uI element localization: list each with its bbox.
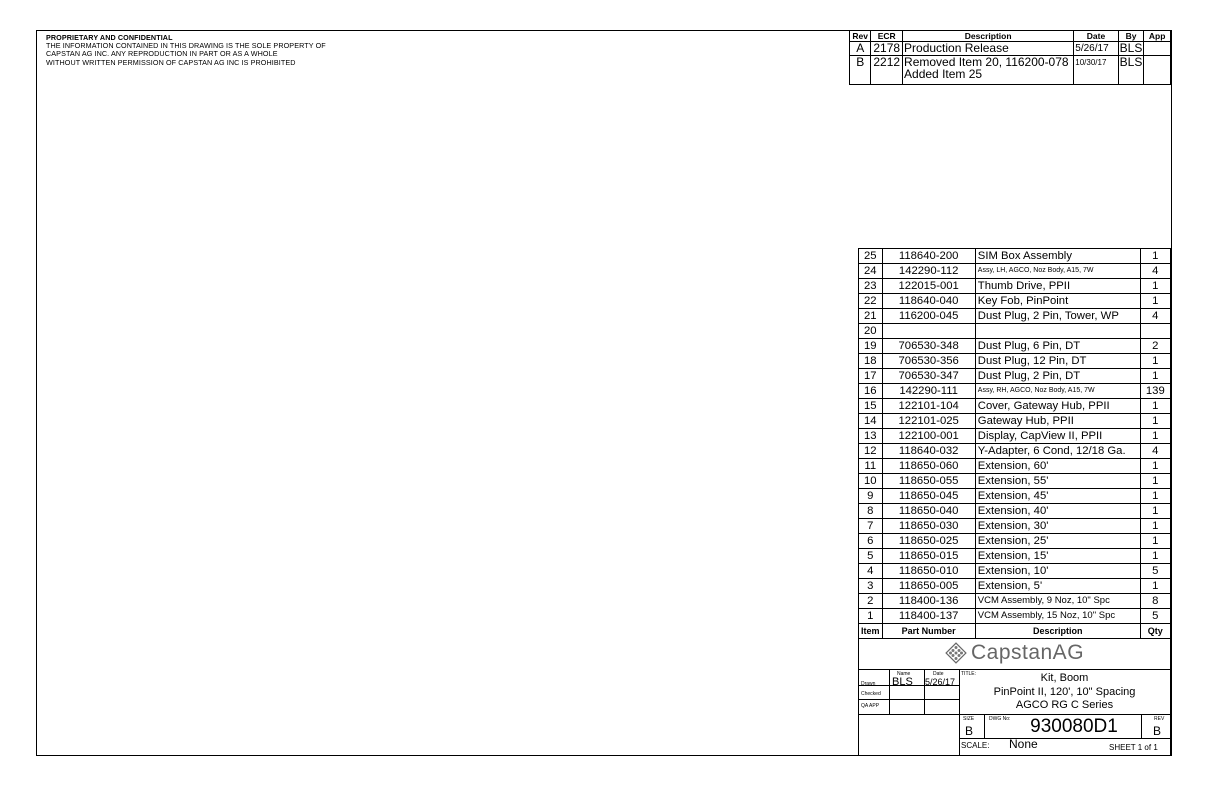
item-number: 3 bbox=[859, 579, 883, 594]
notice-heading: PROPRIETARY AND CONFIDENTIAL bbox=[46, 33, 173, 42]
part-description: Assy, LH, AGCO, Noz Body, A15, 7W bbox=[975, 264, 1140, 279]
name-label: Name bbox=[897, 671, 911, 677]
item-number: 17 bbox=[859, 369, 883, 384]
title-line: PinPoint II, 120', 10" Spacing bbox=[993, 685, 1136, 698]
revision-date: 5/26/17 bbox=[1074, 42, 1118, 56]
item-number: 14 bbox=[859, 414, 883, 429]
part-number: 118640-200 bbox=[882, 249, 975, 264]
part-description: Dust Plug, 12 Pin, DT bbox=[975, 354, 1140, 369]
quantity: 1 bbox=[1140, 579, 1170, 594]
part-number: 118650-005 bbox=[882, 579, 975, 594]
bom-row bbox=[859, 384, 1171, 399]
quantity: 1 bbox=[1140, 489, 1170, 504]
quantity: 1 bbox=[1140, 279, 1170, 294]
proprietary-notice bbox=[46, 34, 466, 67]
part-description: SIM Box Assembly bbox=[975, 249, 1140, 264]
part-description: Extension, 60' bbox=[975, 459, 1140, 474]
company-logo bbox=[859, 637, 1170, 670]
item-header: Item bbox=[859, 624, 883, 639]
bom-row bbox=[859, 309, 1171, 324]
part-description: Extension, 5' bbox=[975, 579, 1140, 594]
bom-row bbox=[859, 324, 1171, 339]
quantity: 139 bbox=[1140, 384, 1170, 399]
quantity: 2 bbox=[1140, 339, 1170, 354]
part-description: Cover, Gateway Hub, PPII bbox=[975, 399, 1140, 414]
quantity bbox=[1140, 324, 1170, 339]
drawing-title bbox=[959, 672, 1170, 713]
rev-label: REV bbox=[1154, 716, 1165, 722]
bom-row bbox=[859, 594, 1171, 609]
bom-row bbox=[859, 474, 1171, 489]
item-number: 24 bbox=[859, 264, 883, 279]
qa-label: QA APP bbox=[861, 703, 880, 709]
part-description: Dust Plug, 2 Pin, DT bbox=[975, 369, 1140, 384]
title-line: AGCO RG C Series bbox=[1015, 699, 1114, 711]
item-number: 13 bbox=[859, 429, 883, 444]
bom-row bbox=[859, 489, 1171, 504]
quantity: 1 bbox=[1140, 504, 1170, 519]
quantity: 1 bbox=[1140, 369, 1170, 384]
quantity: 8 bbox=[1140, 594, 1170, 609]
bom-row bbox=[859, 249, 1171, 264]
item-number: 12 bbox=[859, 444, 883, 459]
quantity: 1 bbox=[1140, 549, 1170, 564]
part-description: Thumb Drive, PPII bbox=[975, 279, 1140, 294]
item-number: 5 bbox=[859, 549, 883, 564]
part-description bbox=[975, 324, 1140, 339]
part-number: 706530-348 bbox=[882, 339, 975, 354]
part-number-header: Part Number bbox=[882, 624, 975, 639]
part-number: 122015-001 bbox=[882, 279, 975, 294]
part-number: 142290-112 bbox=[882, 264, 975, 279]
quantity: 1 bbox=[1140, 399, 1170, 414]
item-number: 15 bbox=[859, 399, 883, 414]
quantity: 5 bbox=[1140, 609, 1170, 624]
bom-row bbox=[859, 549, 1171, 564]
part-description: Extension, 30' bbox=[975, 519, 1140, 534]
part-description: Assy, RH, AGCO, Noz Body, A15, 7W bbox=[975, 384, 1140, 399]
revision-app bbox=[1144, 56, 1171, 85]
part-number: 118650-055 bbox=[882, 474, 975, 489]
bom-row bbox=[859, 399, 1171, 414]
revision-letter: B bbox=[1153, 724, 1162, 738]
bom-row bbox=[859, 504, 1171, 519]
bom-row bbox=[859, 459, 1171, 474]
date-label: Date bbox=[933, 671, 944, 677]
sheet-size: B bbox=[965, 724, 974, 738]
item-number: 25 bbox=[859, 249, 883, 264]
dwg-label: DWG No: bbox=[989, 716, 1011, 722]
rev-letter: B bbox=[850, 56, 871, 85]
drawing-number: 930080D1 bbox=[1030, 716, 1118, 737]
bill-of-materials bbox=[858, 248, 1171, 639]
bom-row bbox=[859, 444, 1171, 459]
revision-row bbox=[850, 42, 1171, 56]
item-number: 20 bbox=[859, 324, 883, 339]
bom-row bbox=[859, 564, 1171, 579]
rev-letter: A bbox=[850, 42, 871, 56]
revision-by: BLS bbox=[1119, 41, 1143, 55]
bom-row bbox=[859, 294, 1171, 309]
drawn-label: Drawn bbox=[861, 681, 876, 687]
part-number: 122101-104 bbox=[882, 399, 975, 414]
bom-row bbox=[859, 429, 1171, 444]
revision-by: BLS bbox=[1118, 56, 1144, 85]
part-number: 118650-015 bbox=[882, 549, 975, 564]
part-number: 118650-010 bbox=[882, 564, 975, 579]
bom-row bbox=[859, 354, 1171, 369]
part-description: Extension, 40' bbox=[975, 504, 1140, 519]
logo-text: CapstanAG bbox=[970, 641, 1085, 664]
rev-header: Rev bbox=[850, 31, 871, 42]
description-header: Description bbox=[903, 31, 1074, 42]
bom-row bbox=[859, 579, 1171, 594]
part-description: VCM Assembly, 15 Noz, 10" Spc bbox=[975, 609, 1140, 624]
revision-description-line: Removed Item 20, 116200-078 bbox=[904, 55, 1069, 69]
item-number: 22 bbox=[859, 294, 883, 309]
part-description: Key Fob, PinPoint bbox=[975, 294, 1140, 309]
title-label: TITLE: bbox=[961, 671, 977, 677]
quantity: 5 bbox=[1140, 564, 1170, 579]
part-number: 118650-060 bbox=[882, 459, 975, 474]
drawn-name: BLS bbox=[892, 676, 913, 688]
ecr-number: 2178 bbox=[871, 42, 903, 56]
ecr-header: ECR bbox=[871, 31, 903, 42]
revision-description bbox=[903, 56, 1074, 85]
part-description: Extension, 15' bbox=[975, 549, 1140, 564]
quantity: 1 bbox=[1140, 249, 1170, 264]
quantity: 1 bbox=[1140, 294, 1170, 309]
part-number: 706530-356 bbox=[882, 354, 975, 369]
bom-row bbox=[859, 369, 1171, 384]
revision-description: Production Release bbox=[903, 42, 1074, 56]
part-number bbox=[882, 324, 975, 339]
part-number: 122101-025 bbox=[882, 414, 975, 429]
bom-row bbox=[859, 414, 1171, 429]
revision-row bbox=[850, 56, 1171, 85]
item-number: 19 bbox=[859, 339, 883, 354]
revision-date: 10/30/17 bbox=[1074, 56, 1118, 85]
title-block bbox=[858, 637, 1171, 756]
part-number: 116200-045 bbox=[882, 309, 975, 324]
item-number: 9 bbox=[859, 489, 883, 504]
part-description: Display, CapView II, PPII bbox=[975, 429, 1140, 444]
quantity: 4 bbox=[1140, 264, 1170, 279]
part-number: 118400-137 bbox=[882, 609, 975, 624]
quantity: 1 bbox=[1140, 354, 1170, 369]
drawn-date: 5/26/17 bbox=[925, 677, 956, 687]
quantity: 4 bbox=[1140, 309, 1170, 324]
ecr-number: 2212 bbox=[871, 56, 903, 85]
item-number: 8 bbox=[859, 504, 883, 519]
capstan-logo-icon bbox=[945, 642, 967, 664]
item-number: 2 bbox=[859, 594, 883, 609]
by-header: By bbox=[1118, 31, 1144, 42]
bom-row bbox=[859, 264, 1171, 279]
bom-row bbox=[859, 279, 1171, 294]
bom-row bbox=[859, 519, 1171, 534]
revision-table bbox=[849, 30, 1171, 85]
size-label: SIZE bbox=[963, 716, 975, 722]
bom-row bbox=[859, 534, 1171, 549]
part-number: 118650-045 bbox=[882, 489, 975, 504]
part-description: Extension, 45' bbox=[975, 489, 1140, 504]
item-number: 21 bbox=[859, 309, 883, 324]
sheet-count: SHEET 1 of 1 bbox=[1109, 743, 1158, 752]
quantity: 4 bbox=[1140, 444, 1170, 459]
item-number: 16 bbox=[859, 384, 883, 399]
part-number: 118640-040 bbox=[882, 294, 975, 309]
revision-description-line: Added Item 25 bbox=[904, 67, 983, 81]
notice-line: WITHOUT WRITTEN PERMISSION OF CAPSTAN AG INC IS PROHIBITED bbox=[46, 57, 296, 67]
quantity: 1 bbox=[1140, 474, 1170, 489]
item-number: 1 bbox=[859, 609, 883, 624]
part-description: Dust Plug, 6 Pin, DT bbox=[975, 339, 1140, 354]
part-description: Extension, 10' bbox=[975, 564, 1140, 579]
part-number: 118650-040 bbox=[882, 504, 975, 519]
date-header: Date bbox=[1074, 31, 1118, 42]
quantity: 1 bbox=[1140, 429, 1170, 444]
title-line: Kit, Boom bbox=[1040, 672, 1089, 684]
revision-header-row bbox=[850, 31, 1171, 42]
bom-row bbox=[859, 609, 1171, 624]
item-number: 7 bbox=[859, 519, 883, 534]
item-number: 18 bbox=[859, 354, 883, 369]
quantity: 1 bbox=[1140, 459, 1170, 474]
qty-header: Qty bbox=[1140, 624, 1170, 639]
part-description: Gateway Hub, PPII bbox=[975, 414, 1140, 429]
part-description: VCM Assembly, 9 Noz, 10" Spc bbox=[975, 594, 1140, 609]
part-number: 118650-025 bbox=[882, 534, 975, 549]
item-number: 23 bbox=[859, 279, 883, 294]
part-description: Extension, 55' bbox=[975, 474, 1140, 489]
item-number: 4 bbox=[859, 564, 883, 579]
part-number: 706530-347 bbox=[882, 369, 975, 384]
notice-line: THE INFORMATION CONTAINED IN THIS DRAWING IS THE SOLE PROPERTY OF bbox=[46, 41, 326, 51]
part-description: Y-Adapter, 6 Cond, 12/18 Ga. bbox=[975, 444, 1140, 459]
part-number: 118400-136 bbox=[882, 594, 975, 609]
item-number: 6 bbox=[859, 534, 883, 549]
part-description: Dust Plug, 2 Pin, Tower, WP bbox=[975, 309, 1140, 324]
part-description: Extension, 25' bbox=[975, 534, 1140, 549]
part-number: 118640-032 bbox=[882, 444, 975, 459]
scale-label: SCALE: bbox=[961, 741, 990, 750]
item-number: 11 bbox=[859, 459, 883, 474]
part-number: 142290-111 bbox=[882, 384, 975, 399]
checked-label: Checked bbox=[861, 691, 881, 697]
bom-row bbox=[859, 339, 1171, 354]
scale-value: None bbox=[1009, 737, 1038, 751]
app-header: App bbox=[1144, 31, 1171, 42]
description-header: Description bbox=[975, 624, 1140, 639]
quantity: 1 bbox=[1140, 534, 1170, 549]
item-number: 10 bbox=[859, 474, 883, 489]
part-number: 122100-001 bbox=[882, 429, 975, 444]
notice-line: CAPSTAN AG INC. ANY REPRODUCTION IN PART OR AS A WHOLE bbox=[46, 49, 278, 59]
revision-app bbox=[1144, 42, 1171, 56]
quantity: 1 bbox=[1140, 414, 1170, 429]
part-number: 118650-030 bbox=[882, 519, 975, 534]
quantity: 1 bbox=[1140, 519, 1170, 534]
